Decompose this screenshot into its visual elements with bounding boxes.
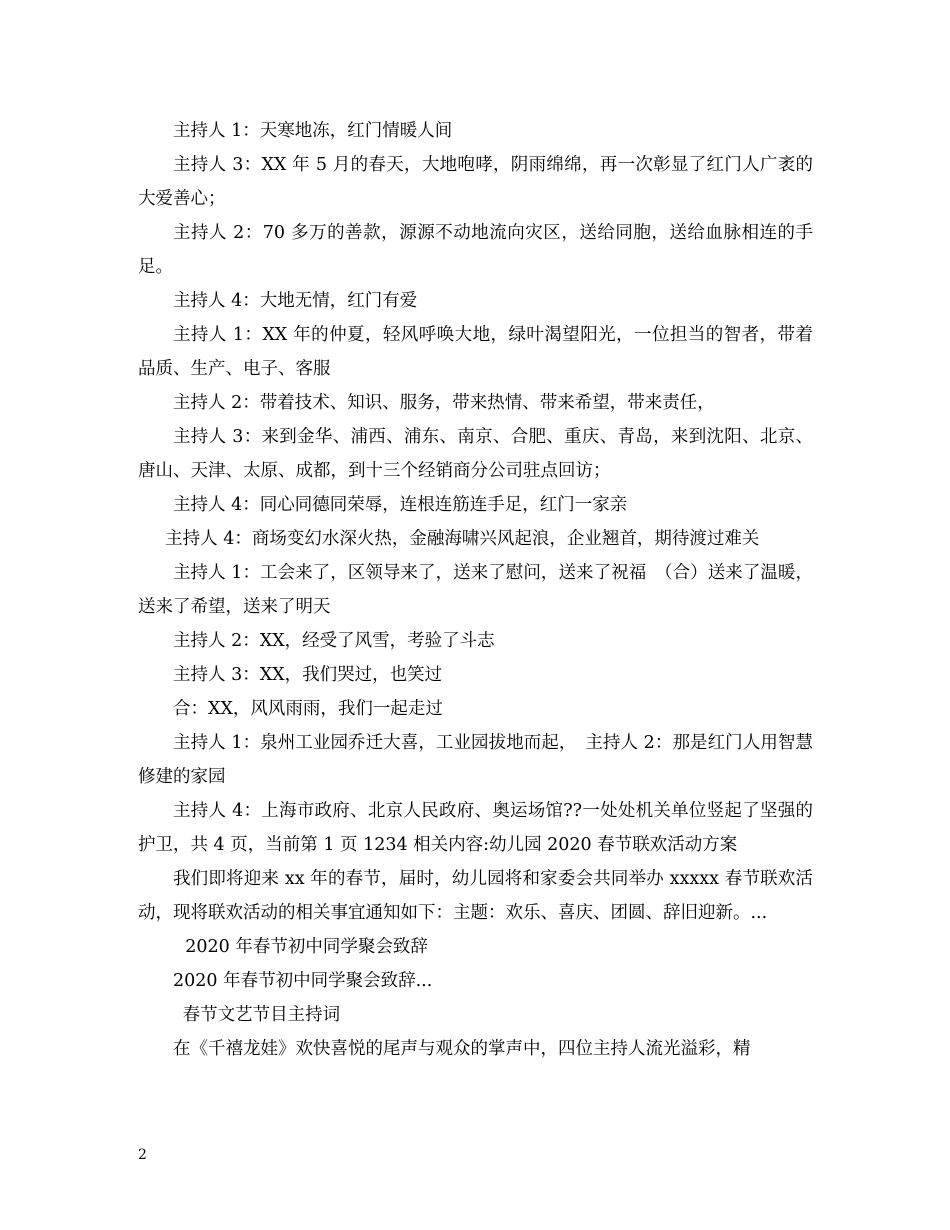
paragraph: 主持人 1：泉州工业园乔迁大喜，工业园拔地而起， 主持人 2：那是红门人用智慧修建的家园: [138, 733, 813, 787]
paragraph: 我们即将迎来 xx 年的春节，届时，幼儿园将和家委会共同举办 xxxxx 春节联欢活动，现将联欢活动的相关事宜通知如下：主题：欢乐、喜庆、团圆、辞旧迎新。...: [138, 869, 813, 923]
paragraph: 主持人 2：带着技术、知识、服务，带来热情、带来希望，带来责任，: [173, 393, 715, 413]
paragraph: 2020 年春节初中同学聚会致辞...: [173, 971, 433, 991]
paragraph: 主持人 4：同心同德同荣辱，连根连筋连手足，红门一家亲: [173, 495, 628, 515]
paragraph: 主持人 1：XX 年的仲夏，轻风呼唤大地，绿叶渴望阳光，一位担当的智者，带着品质、生产、电子、客服: [138, 325, 813, 379]
page-number: 2: [138, 1147, 147, 1163]
paragraph: 主持人 4：上海市政府、北京人民政府、奥运场馆??一处处机关单位竖起了坚强的护卫，共 4 页，当前第 1 页 1234 相关内容:幼儿园 2020 春节联欢活动方案: [138, 801, 813, 855]
paragraph: 春节文艺节目主持词: [182, 1005, 341, 1025]
paragraph: 在《千禧龙娃》欢快喜悦的尾声与观众的掌声中，四位主持人流光溢彩，精: [173, 1039, 751, 1059]
paragraph: 主持人 4：大地无情，红门有爱: [173, 291, 418, 311]
paragraph: 主持人 1：天寒地冻，红门情暖人间: [173, 121, 453, 141]
paragraph: 合：XX，风风雨雨，我们一起走过: [173, 699, 443, 719]
paragraph: 主持人 2：70 多万的善款，源源不动地流向灾区，送给同胞，送给血脉相连的手足。: [138, 223, 813, 277]
paragraph: 2020 年春节初中同学聚会致辞: [185, 937, 428, 957]
document-body: [138, 114, 813, 1066]
paragraph: 主持人 2：XX，经受了风雪，考验了斗志: [173, 631, 495, 651]
paragraph: 主持人 4：商场变幻水深火热，金融海啸兴风起浪，企业翘首，期待渡过难关: [165, 529, 760, 549]
paragraph: 主持人 3：来到金华、浦西、浦东、南京、合肥、重庆、青岛，来到沈阳、北京、唐山、天津、太原、成都，到十三个经销商分公司驻点回访；: [138, 427, 813, 481]
paragraph: 主持人 1：工会来了，区领导来了，送来了慰问，送来了祝福 （合）送来了温暖，送来了希望，送来了明天: [138, 563, 813, 617]
paragraph: 主持人 3：XX，我们哭过，也笑过: [173, 665, 443, 685]
paragraph: 主持人 3：XX 年 5 月的春天，大地咆哮，阴雨绵绵，再一次彰显了红门人广袤的大爱善心；: [138, 155, 813, 209]
